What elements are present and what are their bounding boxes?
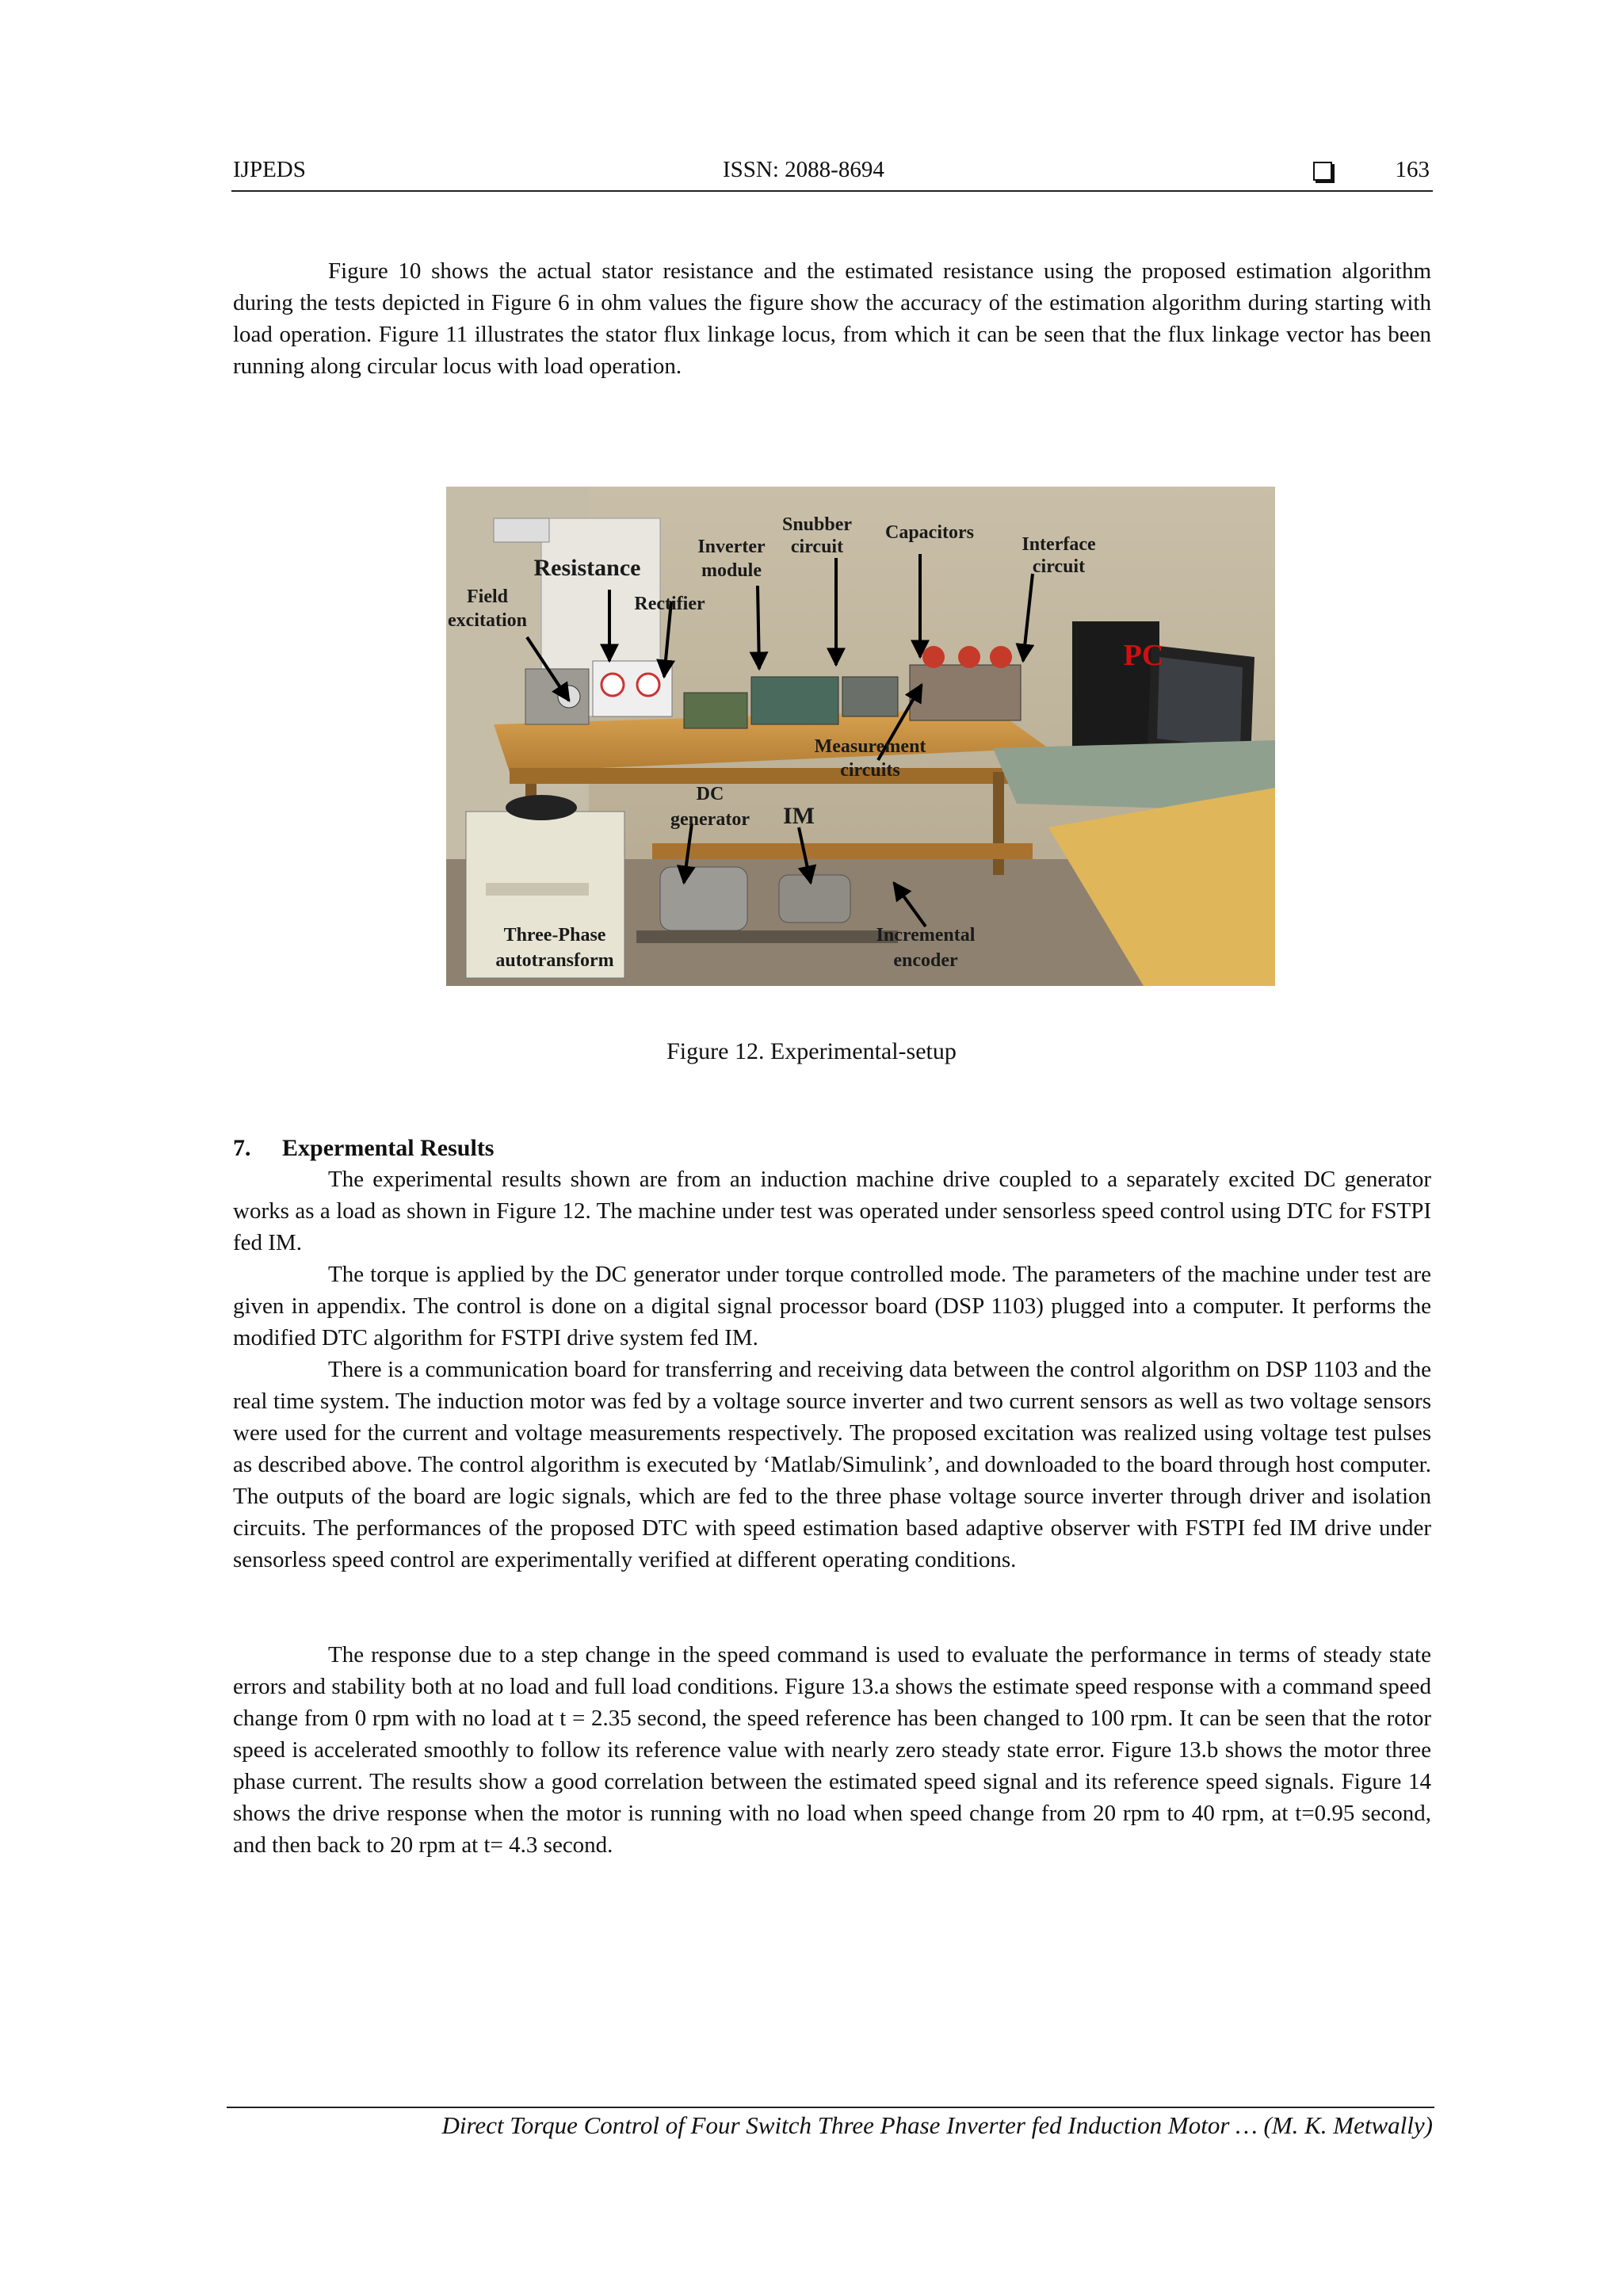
section-heading — [233, 1135, 494, 1162]
label-snubber-2: circuit — [790, 537, 844, 557]
label-measurement-2: circuits — [840, 760, 900, 781]
journal-name: IJPEDS — [233, 157, 306, 182]
figure-caption: Figure 12. Experimental-setup — [666, 1038, 957, 1064]
paragraph-step-response: The response due to a step change in the speed command is used to evaluate the performance in terms of steady state errors and stability both at no load and full load conditions. Figure 13.a shows the estimate speed response with a command speed change from 0 rpm with no load at t = 2.35 second, the speed reference has been changed to 100 rpm. It can be seen that the rotor speed is accelerated smoothly to follow its reference value with nearly zero steady state error. Figure 13.b shows the motor three phase current. The results show a good correlation between the estimated speed signal and its reference speed signals. Figure 14 shows the drive response when the motor is running with no load when speed change from 20 rpm to 40 rpm, at t=0.95 second, and then back to 20 rpm at t= 4.3 second. — [233, 1642, 1431, 1858]
footer-rule — [227, 2107, 1434, 2108]
section-number: 7. — [233, 1135, 251, 1161]
label-capacitors: Capacitors — [885, 522, 974, 543]
label-field-1: Field — [467, 586, 508, 607]
label-interface-2: circuit — [1032, 556, 1086, 577]
label-measurement-1: Measurement — [814, 736, 926, 757]
page-number: 163 — [1395, 157, 1430, 182]
label-encoder-1: Incremental — [876, 925, 976, 946]
page-header — [231, 155, 1433, 192]
label-encoder-2: encoder — [893, 950, 958, 971]
issn: ISSN: 2088-8694 — [723, 157, 884, 182]
label-dc-generator-1: DC — [696, 784, 724, 804]
label-three-phase-2: autotransform — [495, 950, 614, 971]
experimental-setup-photo — [446, 487, 1275, 986]
label-im: IM — [783, 803, 815, 829]
paragraph-torque: The torque is applied by the DC generator under torque controlled mode. The parameters of the machine under test are given in appendix. The control is done on a digital signal processor board (DSP 1103) plugged into a computer. It performs the modified DTC algorithm for FSTPI drive system fed IM. — [233, 1262, 1431, 1350]
section-title: Expermental Results — [282, 1135, 495, 1161]
paragraph-communication-board: There is a communication board for transferring and receiving data between the control algorithm on DSP 1103 and the real time system. The induction motor was fed by a voltage source inverter and two current sensors as well as two voltage sensors were used for the current and voltage measurements respectively. The proposed excitation was realized using voltage test pulses as described above. The control algorithm is executed by ‘Matlab/Simulink’, and downloaded to the board through host computer. The outputs of the board are logic signals, which are fed to the three phase voltage source inverter through driver and isolation circuits. The performances of the proposed DTC with speed estimation based adaptive observer with FSTPI fed IM drive under sensorless speed control are experimentally verified at different operating conditions. — [233, 1357, 1431, 1572]
label-inverter-2: module — [701, 560, 762, 581]
page-footer: Direct Torque Control of Four Switch Three Phase Inverter fed Induction Motor … (M. K. Metwally) — [441, 2111, 1433, 2139]
checkbox-square-icon — [1313, 162, 1332, 181]
label-three-phase-1: Three-Phase — [503, 925, 606, 946]
paragraph-figure-10-11: Figure 10 shows the actual stator resistance and the estimated resistance using the proposed estimation algorithm during the tests depicted in Figure 6 in ohm values the figure show the accuracy of the estimation algorithm during starting with load operation. Figure 11 illustrates the stator flux linkage locus, from which it can be seen that the flux linkage vector has been running along circular locus with load operation. — [233, 258, 1431, 379]
label-pc: PC — [1123, 639, 1164, 672]
label-inverter-1: Inverter — [697, 537, 766, 557]
label-rectifier: Rectifier — [634, 594, 705, 614]
paragraph-experimental-intro: The experimental results shown are from an induction machine drive coupled to a separately excited DC generator works as a load as shown in Figure 12. The machine under test was operated under sensorless speed control using DTC for FSTPI fed IM. — [233, 1167, 1431, 1255]
label-field-2: excitation — [448, 610, 527, 631]
label-resistance: Resistance — [533, 555, 641, 581]
label-snubber-1: Snubber — [781, 514, 853, 535]
label-dc-generator-2: generator — [670, 809, 750, 830]
label-interface-1: Interface — [1022, 534, 1096, 555]
